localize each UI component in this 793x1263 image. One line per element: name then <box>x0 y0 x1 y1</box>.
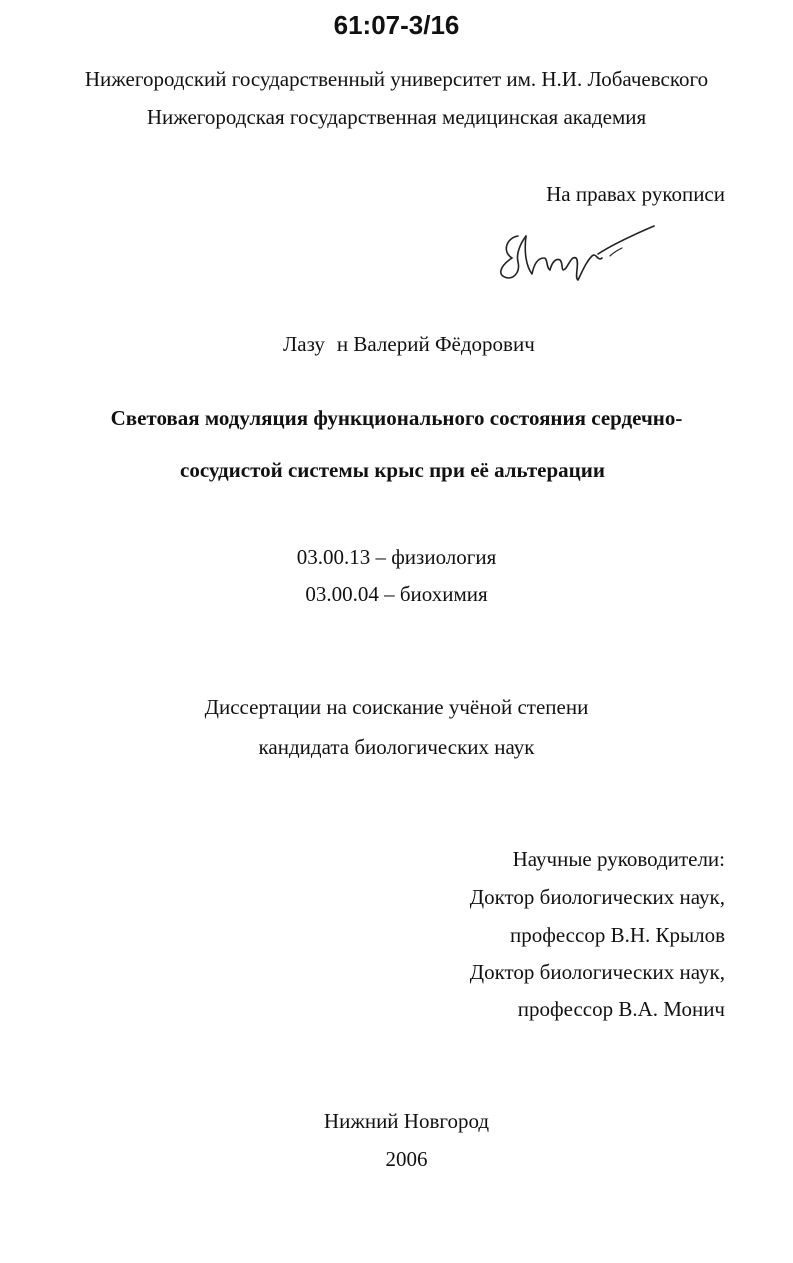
dissertation-title-line2: сосудистой системы крыс при её альтерации <box>180 458 605 482</box>
author-name-part1: Лазу <box>283 332 325 356</box>
dissertation-title-line1: Световая модуляция функционального состояния сердечно- <box>110 406 683 430</box>
university-name: Нижегородский государственный университет им. Н.И. Лобачевского <box>84 67 709 91</box>
author-name-part2: н Валерий Фёдорович <box>336 332 535 356</box>
supervisor-2-name: профессор В.А. Монич <box>517 997 725 1021</box>
degree-line1: Диссертации на соискание учёной степени <box>204 695 589 719</box>
supervisors-heading: Научные руководители: <box>512 847 725 871</box>
specialty-physiology: 03.00.13 – физиология <box>296 545 497 569</box>
author-signature <box>490 208 660 288</box>
archive-code: 61:07-3/16 <box>333 10 460 40</box>
rights-note: На правах рукописи <box>546 182 725 206</box>
city: Нижний Новгород <box>323 1109 490 1133</box>
year: 2006 <box>385 1147 428 1171</box>
academy-name: Нижегородская государственная медицинская академия <box>146 105 647 129</box>
supervisor-1-degree: Доктор биологических наук, <box>469 885 725 909</box>
author-name <box>283 331 535 357</box>
supervisor-2-degree: Доктор биологических наук, <box>469 960 725 984</box>
supervisor-1-name: профессор В.Н. Крылов <box>509 923 725 947</box>
specialty-biochemistry: 03.00.04 – биохимия <box>305 582 488 606</box>
degree-line2: кандидата биологических наук <box>258 735 535 759</box>
